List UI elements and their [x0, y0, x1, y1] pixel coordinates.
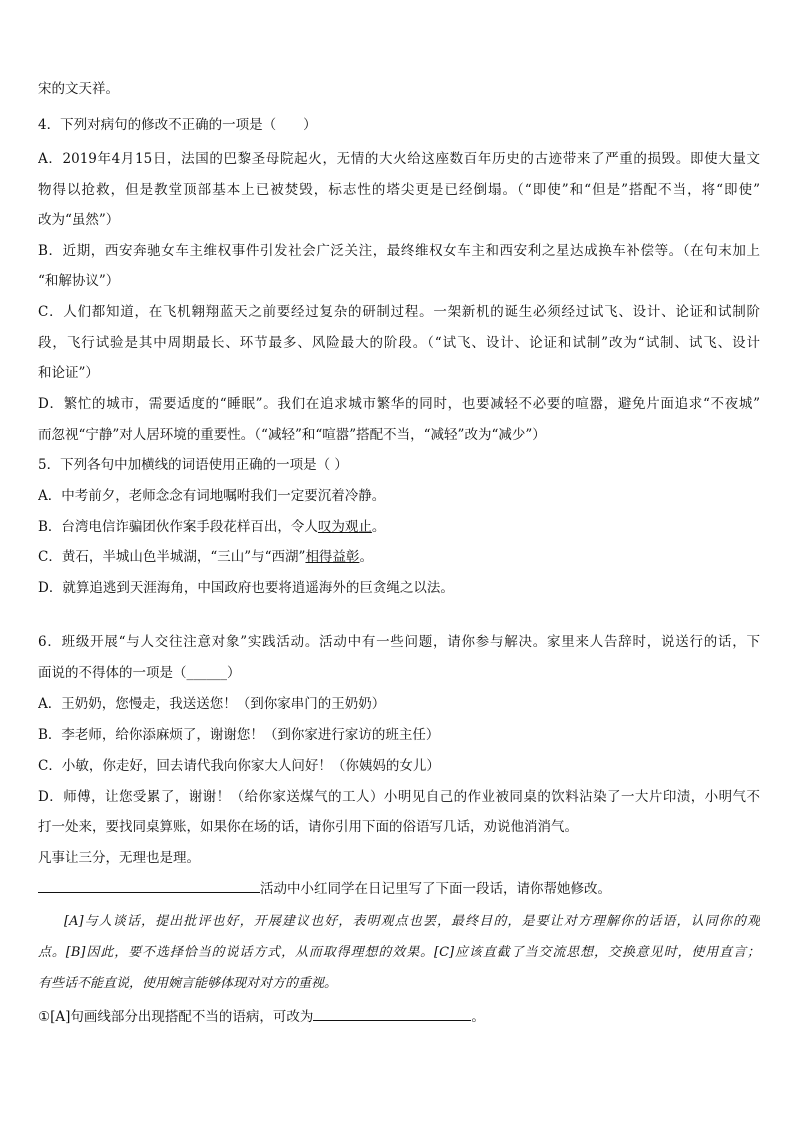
diary-paragraph-line: 有些话不能直说，使用婉言能够体现对对方的重视。 [38, 976, 338, 991]
question-6-option-c: C．小敏，你走好，回去请代我向你家大人问好！（你姨妈的女儿） [38, 758, 440, 774]
text-line: 而忽视“宁静”对人居环境的重要性。（“减轻”和“喧嚣”搭配不当，“减轻”改为“减少”） [38, 427, 546, 443]
option-text: 。 [359, 549, 373, 565]
text-line: 打一处来，要找同桌算账，如果你在场的话，请你引用下面的俗语写几话，劝说他消消气。 [38, 819, 578, 835]
diary-paragraph-line: [A]与人谈话，提出批评也好，开展建议也好，表明观点也罢，最终目的，是要让对方理解你的话语，认同你的观 [64, 914, 760, 929]
text-line: 物得以抢救，但是教堂顶部基本上已被焚毁，标志性的塔尖更是已经倒塌。（“即使”和“但是”搭配不当，将“即使” [38, 182, 760, 198]
text-line: 和论证”） [38, 365, 99, 381]
question-4-option-b: B．近期，西安奔驰女车主维权事件引发社会广泛关注，最终维权女车主和西安利之星达成换车补偿等。（在句末加上 [38, 243, 760, 259]
text-line: 宋的文天祥。 [38, 81, 119, 97]
option-text: B．台湾电信诈骗团伙作案手段花样百出，令人 [38, 519, 318, 535]
text-line: 改为“虽然”） [38, 212, 120, 228]
prompt-text: 活动中小红同学在日记里写了下面一段话，请你帮她修改。 [260, 881, 611, 897]
text-line: 段，飞行试验是其中周期最长、环节最多、风险最大的阶段。（“试飞、设计、论证和试制”改为“试制、试飞、设计 [38, 335, 760, 351]
question-4-stem: 4．下列对病句的修改不正确的一项是（ ） [38, 117, 317, 133]
diary-paragraph-line: 点。[B]因此，要不选择恰当的说话方式，从而取得理想的效果。[C]应该直截了当交流思想，交换意见时，使用直言； [38, 945, 760, 960]
sub-question-text: ①[A]句画线部分出现搭配不当的语病，可改为 [38, 1009, 314, 1025]
question-6-option-b: B．李老师，给你添麻烦了，谢谢您！（到你家进行家访的班主任） [38, 727, 440, 743]
proverb-line: 凡事让三分，无理也是理。 [38, 850, 200, 866]
option-text: C．黄石，半城山色半城湖，“三山”与“西湖” [38, 549, 306, 565]
diary-prompt [38, 880, 760, 898]
question-4-option-c: C．人们都知道，在飞机翱翔蓝天之前要经过复杂的研制过程。一架新机的诞生必须经过试飞、设计、论证和试制阶 [38, 304, 760, 320]
question-5-option-c [38, 548, 760, 566]
option-text: 。 [371, 519, 386, 535]
text-line: 面说的不得体的一项是（______） [38, 665, 241, 681]
question-6-option-d: D．师傅，让您受累了，谢谢！（给你家送煤气的工人）小明见自己的作业被同桌的饮料沾染了一大片印渍，小明气不 [38, 789, 760, 805]
question-5-stem: 5．下列各句中加横线的词语使用正确的一项是（ ） [38, 457, 348, 473]
question-4-option-a: A．2019年4月15日，法国的巴黎圣母院起火，无情的大火给这座数百年历史的古迹带来了严重的损毁。即使大量文 [38, 151, 760, 167]
question-5-option-d: D．就算追逃到天涯海角，中国政府也要将逍遥海外的巨贪绳之以法。 [38, 580, 454, 596]
question-5-option-a: A．中考前夕，老师念念有词地嘱咐我们一定要沉着冷静。 [38, 488, 386, 504]
underlined-phrase: 相得益彰 [305, 549, 360, 565]
answer-blank[interactable] [313, 1020, 471, 1021]
question-6-option-a: A．王奶奶，您慢走，我送送您！（到你家串门的王奶奶） [38, 696, 386, 712]
question-4-option-d: D．繁忙的城市，需要适度的“睡眠”。我们在追求城市繁华的同时，也要减轻不必要的喧嚣，避免片面追求“不夜城” [38, 396, 760, 412]
sub-question-text: 。 [471, 1009, 485, 1025]
text-line: “和解协议”） [38, 273, 120, 289]
question-6-stem: 6．班级开展“与人交往注意对象”实践活动。活动中有一些问题，请你参与解决。家里来人告辞时，说送行的话，下 [38, 634, 760, 650]
underlined-phrase: 叹为观止 [317, 519, 372, 535]
sub-question-1 [38, 1008, 760, 1026]
question-5-option-b [38, 518, 760, 536]
answer-blank[interactable] [38, 892, 260, 893]
